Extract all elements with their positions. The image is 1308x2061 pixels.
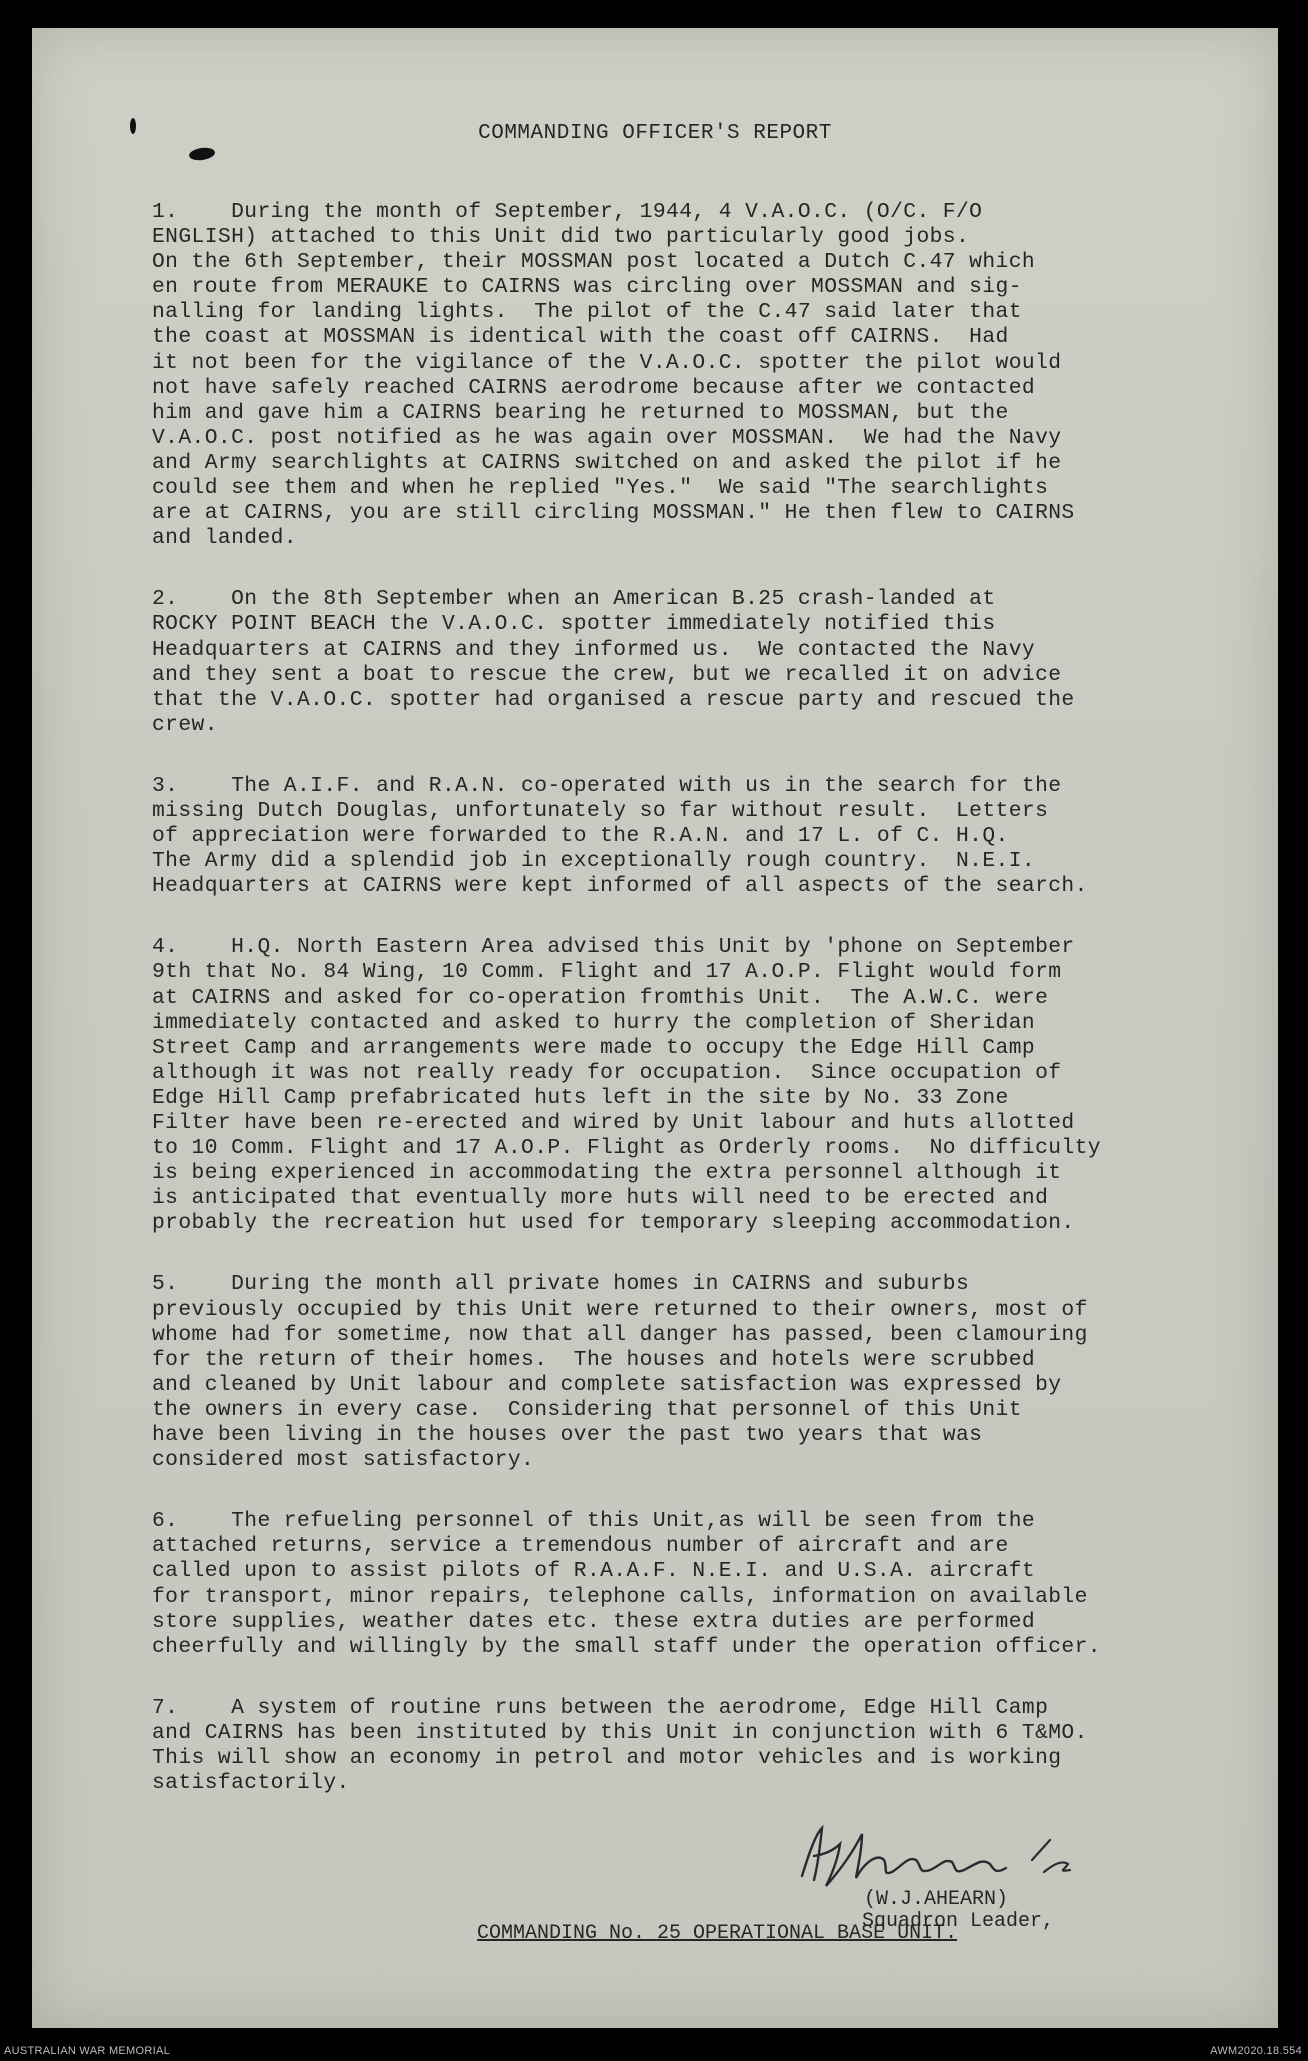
paragraph-line: of appreciation were forwarded to the R.A.N. and 17 L. of C. H.Q.	[152, 824, 1009, 849]
paragraph-line: and cleaned by Unit labour and complete satisfaction was expressed by	[152, 1372, 1062, 1397]
paragraph-line: whome had for sometime, now that all danger has passed, been clamouring	[152, 1322, 1088, 1347]
paragraph-line: have been living in the houses over the past two years that was	[152, 1423, 983, 1448]
paragraph-line: is anticipated that eventually more huts will need to be erected and	[152, 1186, 1049, 1211]
paragraph-line: V.A.O.C. post notified as he was again over MOSSMAN. We had the Navy	[152, 425, 1062, 450]
document-page	[32, 28, 1278, 2028]
paragraph-5	[152, 1272, 1252, 1473]
paragraph-line: This will show an economy in petrol and motor vehicles and is working	[152, 1745, 1062, 1770]
paragraph-2	[152, 587, 1252, 738]
paragraph-line: store supplies, weather dates etc. these extra duties are performed	[152, 1609, 1036, 1634]
paragraph-line: although it was not really ready for occupation. Since occupation of	[152, 1060, 1062, 1085]
paragraph-line: Headquarters at CAIRNS and they informed us. We contacted the Navy	[152, 637, 1036, 662]
paragraph-line: the owners in every case. Considering that personnel of this Unit	[152, 1397, 1022, 1422]
handwritten-signature	[792, 1820, 1132, 1892]
paragraph-line: previously occupied by this Unit were returned to their owners, most of	[152, 1297, 1088, 1322]
paragraph-line: him and gave him a CAIRNS bearing he returned to MOSSMAN, but the	[152, 400, 1009, 425]
paragraph-line: 9th that No. 84 Wing, 10 Comm. Flight and 17 A.O.P. Flight would form	[152, 960, 1062, 985]
paragraph-line: 5. During the month all private homes in CAIRNS and suburbs	[152, 1272, 970, 1297]
paragraph-6	[152, 1509, 1252, 1660]
paragraph-line: and Army searchlights at CAIRNS switched on and asked the pilot if he	[152, 450, 1062, 475]
paragraph-line: Filter have been re-erected and wired by Unit labour and huts allotted	[152, 1111, 1075, 1135]
paragraph-line: satisfactorily.	[152, 1771, 350, 1796]
paragraph-line: Street Camp and arrangements were made to occupy the Edge Hill Camp	[152, 1035, 1036, 1060]
paragraph-line: for transport, minor repairs, telephone calls, information on available	[152, 1584, 1088, 1609]
paragraph-1	[152, 200, 1252, 551]
paragraph-line: and landed.	[152, 526, 297, 551]
paragraph-line: en route from MERAUKE to CAIRNS was circling over MOSSMAN and sig-	[152, 275, 1022, 300]
paragraph-7	[152, 1696, 1252, 1796]
paragraph-line: 1. During the month of September, 1944, 4 V.A.O.C. (O/C. F/O	[152, 200, 983, 224]
footer-catalogue-id: AWM2020.18.554	[1210, 2045, 1302, 2057]
paragraph-line: that the V.A.O.C. spotter had organised a rescue party and rescued the	[152, 687, 1075, 712]
paragraph-line: is being experienced in accommodating the extra personnel although it	[152, 1161, 1062, 1186]
report-body	[152, 200, 1252, 1832]
signatory-name: (W.J.AHEARN)	[864, 1888, 1009, 1911]
ink-mark	[188, 146, 215, 162]
paragraph-line: On the 6th September, their MOSSMAN post located a Dutch C.47 which	[152, 250, 1036, 275]
signatory-rank: Squadron Leader,	[862, 1910, 1055, 1933]
paragraph-line: ROCKY POINT BEACH the V.A.O.C. spotter immediately notified this	[152, 612, 996, 637]
paragraph-line: ENGLISH) attached to this Unit did two particularly good jobs.	[152, 225, 970, 250]
paragraph-line: Headquarters at CAIRNS were kept informed of all aspects of the search.	[152, 874, 1088, 899]
paragraph-line: attached returns, service a tremendous number of aircraft and are	[152, 1534, 1009, 1559]
paragraph-line: crew.	[152, 712, 218, 737]
footer-archive-name: AUSTRALIAN WAR MEMORIAL	[4, 2045, 171, 2057]
paragraph-line: nalling for landing lights. The pilot of the C.47 said later that	[152, 300, 1022, 325]
paragraph-line: and CAIRNS has been instituted by this Unit in conjunction with 6 T&MO.	[152, 1720, 1088, 1745]
signatory-command: COMMANDING No. 25 OPERATIONAL BASE UNIT.	[477, 1922, 958, 1945]
paragraph-line: probably the recreation hut used for temporary sleeping accommodation.	[152, 1211, 1075, 1236]
paragraph-line: immediately contacted and asked to hurry the completion of Sheridan	[152, 1010, 1036, 1035]
paragraph-line: and they sent a boat to rescue the crew, but we recalled it on advice	[152, 662, 1062, 687]
paragraph-line: it not been for the vigilance of the V.A.O.C. spotter the pilot would	[152, 350, 1062, 375]
paragraph-line: considered most satisfactory.	[152, 1448, 535, 1473]
paragraph-line: 4. H.Q. North Eastern Area advised this Unit by 'phone on September	[152, 935, 1075, 960]
paragraph-line: cheerfully and willingly by the small staff under the operation officer.	[152, 1634, 1101, 1659]
paragraph-line: for the return of their homes. The houses and hotels were scrubbed	[152, 1347, 1036, 1372]
paragraph-line: 6. The refueling personnel of this Unit,as will be seen from the	[152, 1509, 1036, 1534]
paragraph-line: at CAIRNS and asked for co-operation fromthis Unit. The A.W.C. were	[152, 985, 1049, 1010]
paragraph-line: could see them and when he replied "Yes." We said "The searchlights	[152, 476, 1049, 501]
paragraph-line: are at CAIRNS, you are still circling MOSSMAN." He then flew to CAIRNS	[152, 501, 1075, 526]
paragraph-line: the coast at MOSSMAN is identical with the coast off CAIRNS. Had	[152, 325, 1009, 350]
paragraph-line: The Army did a splendid job in exceptionally rough country. N.E.I.	[152, 849, 1036, 874]
page-title: COMMANDING OFFICER'S REPORT	[478, 122, 832, 145]
paragraph-line: called upon to assist pilots of R.A.A.F. N.E.I. and U.S.A. aircraft	[152, 1559, 1036, 1584]
paragraph-line: 7. A system of routine runs between the aerodrome, Edge Hill Camp	[152, 1695, 1049, 1720]
paragraph-3	[152, 774, 1252, 899]
paragraph-4	[152, 935, 1252, 1236]
paragraph-line: Edge Hill Camp prefabricated huts left in the site by No. 33 Zone	[152, 1085, 1009, 1110]
paragraph-line: missing Dutch Douglas, unfortunately so far without result. Letters	[152, 798, 1049, 823]
paragraph-line: 3. The A.I.F. and R.A.N. co-operated with us in the search for the	[152, 773, 1062, 798]
paragraph-line: to 10 Comm. Flight and 17 A.O.P. Flight as Orderly rooms. No difficulty	[152, 1136, 1101, 1161]
paragraph-line: 2. On the 8th September when an American B.25 crash-landed at	[152, 587, 996, 612]
paragraph-line: not have safely reached CAIRNS aerodrome because after we contacted	[152, 375, 1036, 400]
